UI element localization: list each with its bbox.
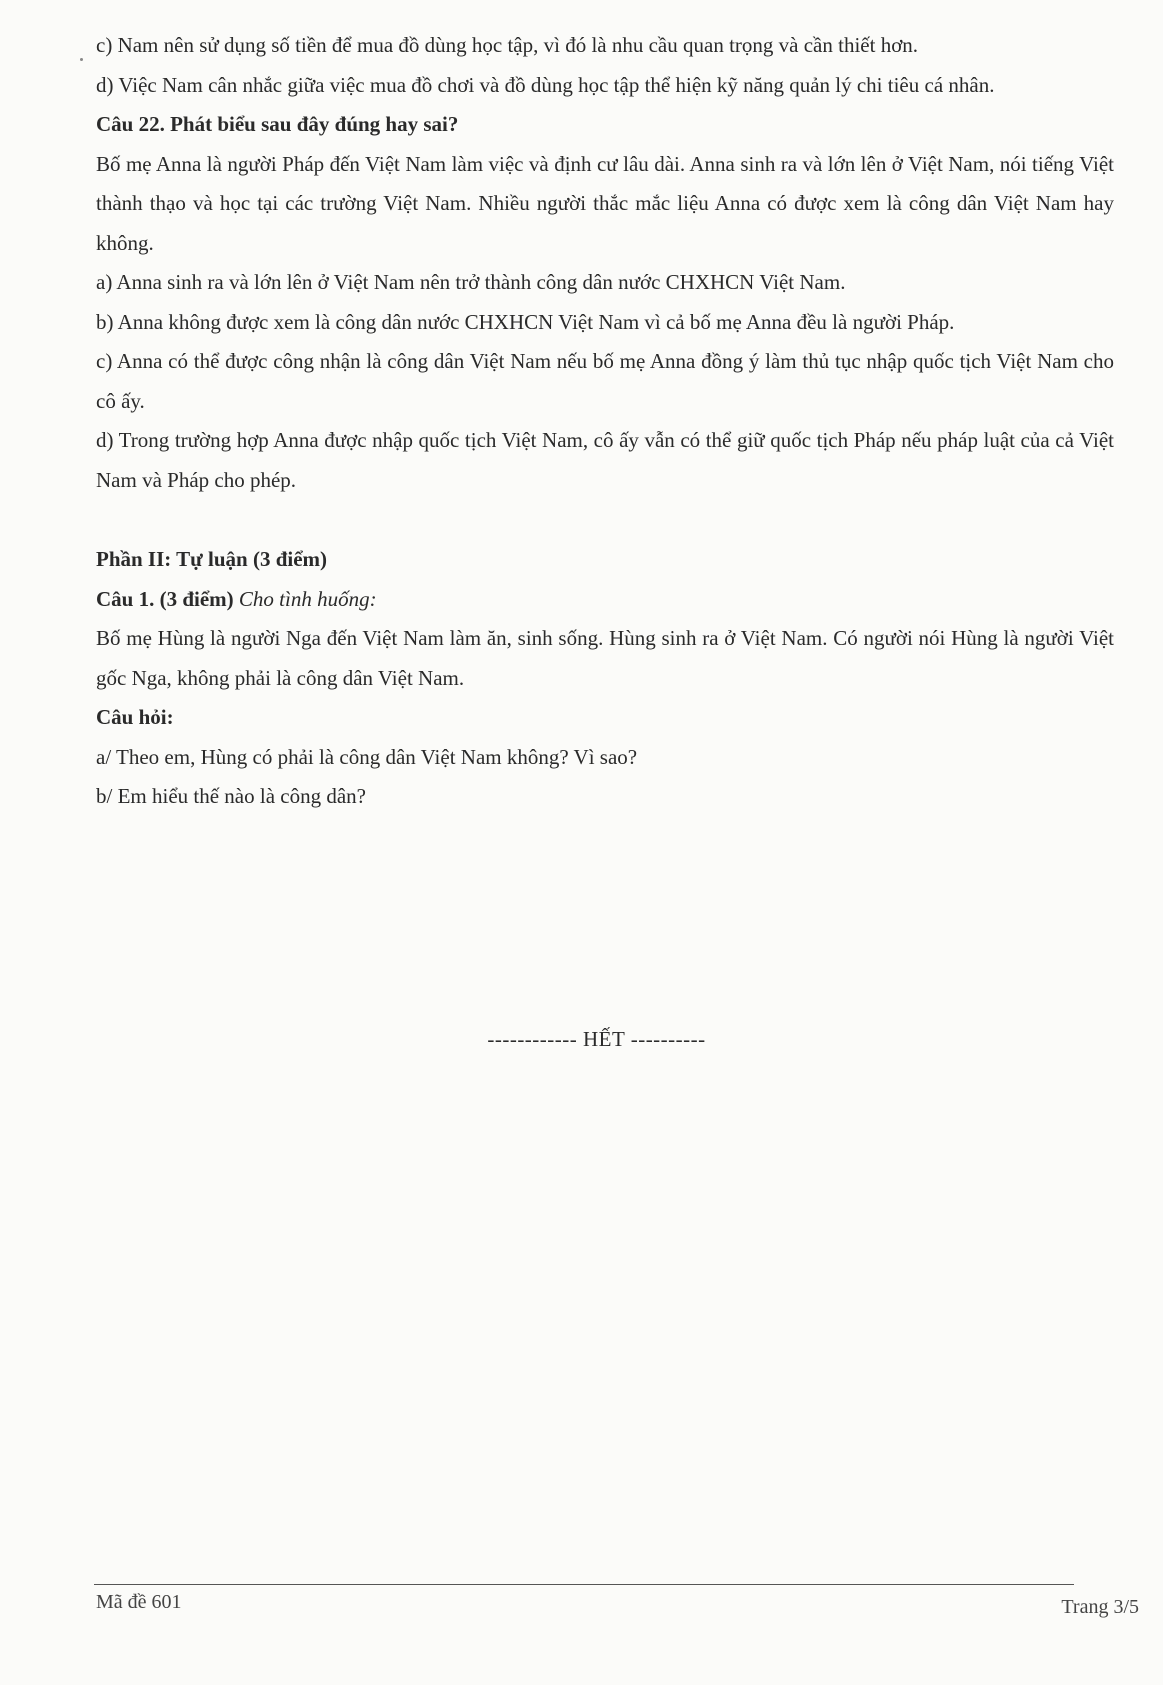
- part2-question-b: b/ Em hiểu thế nào là công dân?: [96, 784, 366, 808]
- q22-title: Câu 22. Phát biểu sau đây đúng hay sai?: [96, 112, 459, 136]
- footer-page-number: Trang 3/5: [1061, 1596, 1139, 1618]
- q22-option-d: d) Trong trường hợp Anna được nhập quốc tịch Việt Nam, cô ấy vẫn có thể giữ quốc tịch Pháp nếu pháp luật của cả Việt Nam và Pháp cho phép.: [96, 428, 1114, 492]
- q22-option-c: c) Anna có thể được công nhận là công dân Việt Nam nếu bố mẹ Anna đồng ý làm thủ tục nhập quốc tịch Việt Nam cho cô ấy.: [96, 349, 1114, 413]
- part2-q1-label: Câu 1. (3 điểm): [96, 586, 234, 611]
- q22-context: Bố mẹ Anna là người Pháp đến Việt Nam làm việc và định cư lâu dài. Anna sinh ra và lớn lên ở Việt Nam, nói tiếng Việt thành thạo và học tại các trường Việt Nam. Nhiều người thắc mắc liệu Anna có được xem là công dân Việt Nam hay không.: [96, 151, 1114, 255]
- part2-heading: Phần II: Tự luận (3 điểm): [96, 547, 328, 571]
- section-spacer: [96, 500, 1114, 540]
- part2-scenario: Bố mẹ Hùng là người Nga đến Việt Nam làm ăn, sinh sống. Hùng sinh ra ở Việt Nam. Có người nói Hùng là người Việt gốc Nga, không phải là công dân Việt Nam.: [96, 626, 1114, 690]
- q21-option-d: d) Việc Nam cân nhắc giữa việc mua đồ chơi và đồ dùng học tập thể hiện kỹ năng quản lý chi tiêu cá nhân.: [96, 72, 995, 97]
- footer-divider: [94, 1584, 1074, 1585]
- part2-questions-label: Câu hỏi:: [96, 705, 174, 729]
- q22-option-b: b) Anna không được xem là công dân nước CHXHCN Việt Nam vì cả bố mẹ Anna đều là người Pháp.: [96, 309, 955, 334]
- part2-question-a: a/ Theo em, Hùng có phải là công dân Việt Nam không? Vì sao?: [96, 744, 638, 769]
- part2-q1-intro: Cho tình huống:: [238, 586, 377, 611]
- q22-option-a: a) Anna sinh ra và lớn lên ở Việt Nam nên trở thành công dân nước CHXHCN Việt Nam.: [96, 270, 846, 294]
- end-mark: ------------ HẾT ----------: [487, 1027, 706, 1051]
- part2-q1-line: [96, 580, 1114, 620]
- page-content: [96, 26, 1114, 817]
- q21-option-c: c) Nam nên sử dụng số tiền để mua đồ dùng học tập, vì đó là nhu cầu quan trọng và cần thiết hơn.: [96, 33, 919, 57]
- footer-exam-code: Mã đề 601: [96, 1591, 182, 1613]
- scan-speck: [80, 58, 83, 61]
